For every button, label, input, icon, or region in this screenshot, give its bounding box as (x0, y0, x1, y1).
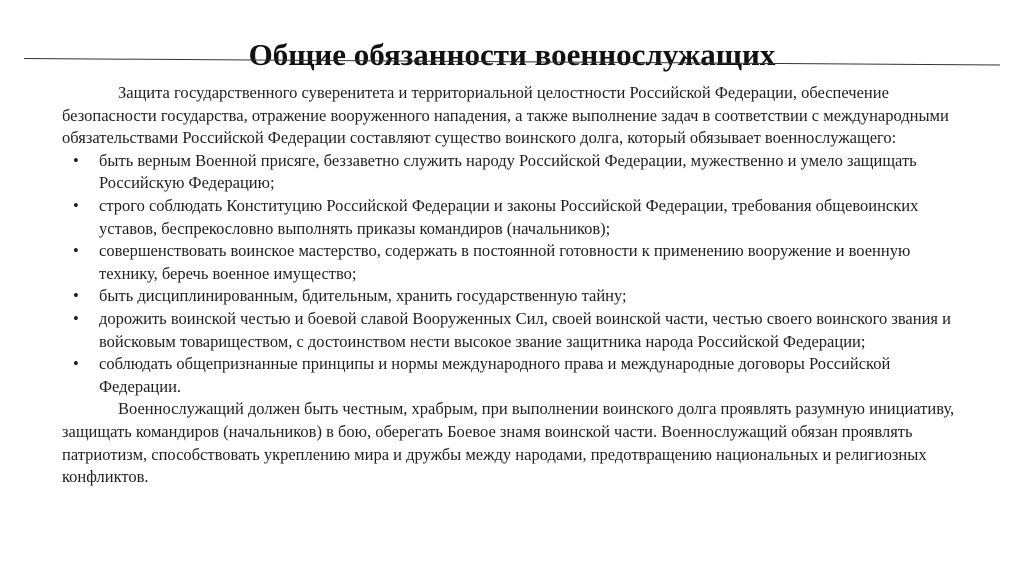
list-item-text: быть дисциплинированным, бдительным, хранить государственную тайну; (99, 286, 627, 306)
bullet-icon: • (73, 150, 79, 170)
bullet-icon: • (73, 308, 79, 328)
bullet-icon: • (73, 241, 79, 261)
intro-paragraph: Защита государственного суверенитета и территориальной целостности Российской Федерации, обеспечение безопасности государства, отражение вооруженного нападения, а также выполнение задач в соответствии с международными обязательствами Российской Федерации составляют существо воинского долга, который обязывает военнослужащего: (62, 83, 949, 148)
document-body (62, 82, 972, 489)
list-item (62, 195, 972, 240)
bullet-icon: • (73, 286, 79, 306)
duties-list (62, 150, 972, 399)
list-item (62, 308, 972, 353)
list-item (62, 285, 972, 308)
list-item-text: совершенствовать воинское мастерство, содержать в постоянной готовности к применению вооружение и военную технику, беречь военное имущество; (99, 241, 911, 283)
list-item (62, 150, 972, 195)
list-item (62, 353, 972, 398)
list-item (62, 240, 972, 285)
list-item-text: соблюдать общепризнанные принципы и нормы международного права и международные договоры Российской Федерации. (99, 354, 891, 396)
bullet-icon: • (73, 195, 79, 215)
list-item-text: строго соблюдать Конституцию Российской Федерации и законы Российской Федерации, требования общевоинских уставов, беспрекословно выполнять приказы командиров (начальников); (99, 195, 919, 238)
page-title: Общие обязанности военнослужащих (248, 36, 776, 72)
closing-paragraph: Военнослужащий должен быть честным, храбрым, при выполнении воинского долга проявлять разумную инициативу, защищать командиров (начальников) в бою, оберегать Боевое знамя воинской части. Военнослужащий обязан проявлять патриотизм, способствовать укреплению мира и дружбы между народами, предотвращению национальных и религиозных конфликтов. (62, 399, 955, 487)
list-item-text: быть верным Военной присяге, беззаветно служить народу Российской Федерации, мужественно и умело защищать Российскую Федерацию; (99, 150, 917, 193)
bullet-icon: • (73, 354, 79, 374)
list-item-text: дорожить воинской честью и боевой славой Вооруженных Сил, своей воинской части, честью своего воинского звания и войсковым товариществом, с достоинством нести высокое звание защитника народа Российской Федерации; (99, 308, 951, 351)
